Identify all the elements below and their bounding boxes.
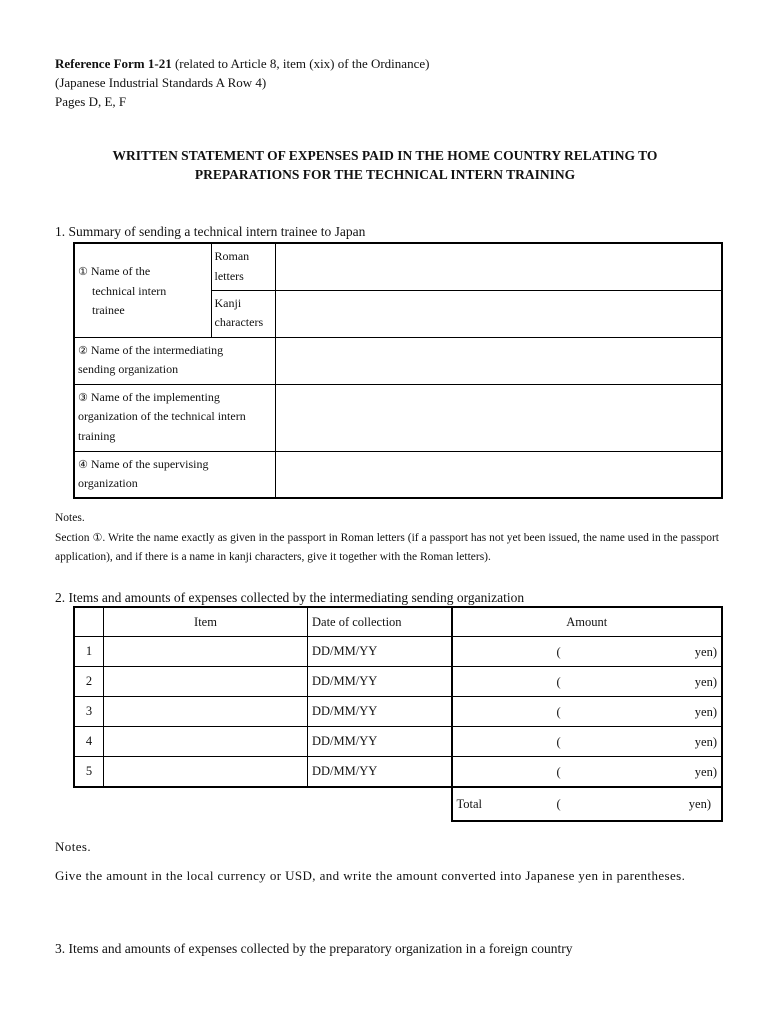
amount-yen: yen): [694, 735, 717, 749]
table-row: [74, 637, 722, 667]
amount-yen: yen): [694, 675, 717, 689]
notes2-text: Give the amount in the local currency or USD, and write the amount converted into Japanese yen in parentheses.: [55, 868, 686, 883]
implementing-org-label-line1: Name of the implementing: [87, 389, 220, 404]
amount-open-paren: (: [556, 765, 561, 779]
total-yen: yen): [688, 797, 711, 811]
date-field[interactable]: DD/MM/YY: [308, 757, 452, 788]
circled-number-3: ③: [78, 390, 88, 404]
trainee-name-label-line3: trainee: [92, 303, 125, 317]
roman-label-line2: letters: [214, 268, 244, 283]
date-field[interactable]: DD/MM/YY: [308, 727, 452, 757]
date-field[interactable]: DD/MM/YY: [308, 697, 452, 727]
paper-standard: (Japanese Industrial Standards A Row 4): [55, 75, 267, 90]
circled-number-4: ④: [78, 457, 88, 471]
amount-field[interactable]: [452, 667, 723, 697]
row-number: 5: [74, 757, 104, 788]
table-row: [74, 697, 722, 727]
date-field[interactable]: DD/MM/YY: [308, 637, 452, 667]
header-item: Item: [104, 607, 308, 637]
header-amount: Amount: [452, 607, 723, 637]
amount-field[interactable]: [452, 727, 723, 757]
total-open-paren: (: [556, 797, 561, 811]
roman-letters-field[interactable]: [275, 243, 722, 290]
notes1-text-pre: Section: [55, 532, 93, 544]
table-row: [74, 727, 722, 757]
circled-number-2: ②: [78, 343, 88, 357]
item-field[interactable]: [104, 697, 308, 727]
total-label: Total: [456, 797, 483, 811]
amount-yen: yen): [694, 645, 717, 659]
title-line-2: PREPARATIONS FOR THE TECHNICAL INTERN TRAINING: [194, 167, 576, 182]
row-number: 3: [74, 697, 104, 727]
header-date: Date of collection: [308, 607, 452, 637]
trainee-name-label-line1: Name of the: [87, 264, 151, 278]
amount-yen: yen): [694, 765, 717, 779]
section3-heading: 3. Items and amounts of expenses collected by the preparatory organization in a foreign country: [55, 941, 573, 956]
item-field[interactable]: [104, 667, 308, 697]
notes1-text-body: . Write the name exactly as given in the passport in Roman letters (if a passport has not yet been issued, the name used in the passport application), and if there is a name in kanji characters, give it together with the Roman letters).: [55, 532, 719, 563]
amount-field[interactable]: [452, 757, 723, 788]
section1-heading: 1. Summary of sending a technical intern trainee to Japan: [55, 224, 366, 239]
form-reference-note: (related to Article 8, item (xix) of the Ordinance): [171, 56, 430, 71]
form-header: [55, 54, 429, 111]
circled-number-1-note: ①: [92, 531, 103, 544]
amount-field[interactable]: [452, 637, 723, 667]
supervising-org-label-line1: Name of the supervising: [87, 456, 209, 471]
row-number: 2: [74, 667, 104, 697]
form-reference: [55, 54, 429, 73]
row-number: 1: [74, 637, 104, 667]
roman-label-line1: Roman: [214, 249, 250, 263]
trainee-name-label-line2: technical intern: [92, 283, 167, 298]
notes1-text: [55, 528, 719, 567]
amount-open-paren: (: [556, 645, 561, 659]
supervising-org-field[interactable]: [275, 451, 722, 498]
kanji-label-line1: Kanji: [214, 295, 242, 310]
supervising-org-label-line2: organization: [78, 476, 138, 490]
section2-notes: [55, 837, 719, 886]
supervising-org-label: [74, 451, 275, 498]
amount-field[interactable]: [452, 697, 723, 727]
total-field[interactable]: [452, 787, 723, 821]
notes2-title: Notes.: [55, 839, 91, 854]
sending-org-label-line2: sending organization: [78, 362, 179, 376]
pages-label: Pages D, E, F: [55, 94, 127, 109]
title-line-1: WRITTEN STATEMENT OF EXPENSES PAID IN THE HOME COUNTRY RELATING TO: [112, 148, 658, 163]
date-field[interactable]: DD/MM/YY: [308, 667, 452, 697]
trainee-summary-table: [73, 242, 723, 499]
trainee-name-label: [74, 243, 211, 337]
implementing-org-label: [74, 384, 275, 451]
roman-letters-label: [211, 243, 275, 290]
section1-notes: [55, 509, 719, 567]
total-spacer: [74, 787, 452, 821]
header-number-cell: [74, 607, 104, 637]
kanji-characters-field[interactable]: [275, 290, 722, 337]
sending-org-field[interactable]: [275, 337, 722, 384]
item-field[interactable]: [104, 637, 308, 667]
table-row: [74, 667, 722, 697]
item-field[interactable]: [104, 757, 308, 788]
implementing-org-field[interactable]: [275, 384, 722, 451]
circled-number-1: ①: [78, 265, 88, 278]
implementing-org-label-line3: training: [78, 428, 116, 443]
amount-open-paren: (: [556, 675, 561, 689]
notes1-title: Notes.: [55, 512, 85, 524]
total-row: [74, 787, 722, 821]
amount-yen: yen): [694, 705, 717, 719]
sending-org-label-line1: Name of the intermediating: [87, 342, 224, 357]
table-row: [74, 757, 722, 788]
section2-heading: 2. Items and amounts of expenses collected by the intermediating sending organization: [55, 590, 525, 605]
amount-open-paren: (: [556, 705, 561, 719]
sending-org-label: [74, 337, 275, 384]
row-number: 4: [74, 727, 104, 757]
kanji-characters-label: [211, 290, 275, 337]
implementing-org-label-line2: organization of the technical intern: [78, 409, 246, 423]
amount-open-paren: (: [556, 735, 561, 749]
expenses-table: [73, 606, 723, 822]
expenses-header-row: [74, 607, 722, 637]
kanji-label-line2: characters: [214, 315, 264, 329]
form-reference-number: Reference Form 1-21: [55, 56, 172, 71]
item-field[interactable]: [104, 727, 308, 757]
document-title: [40, 146, 730, 184]
